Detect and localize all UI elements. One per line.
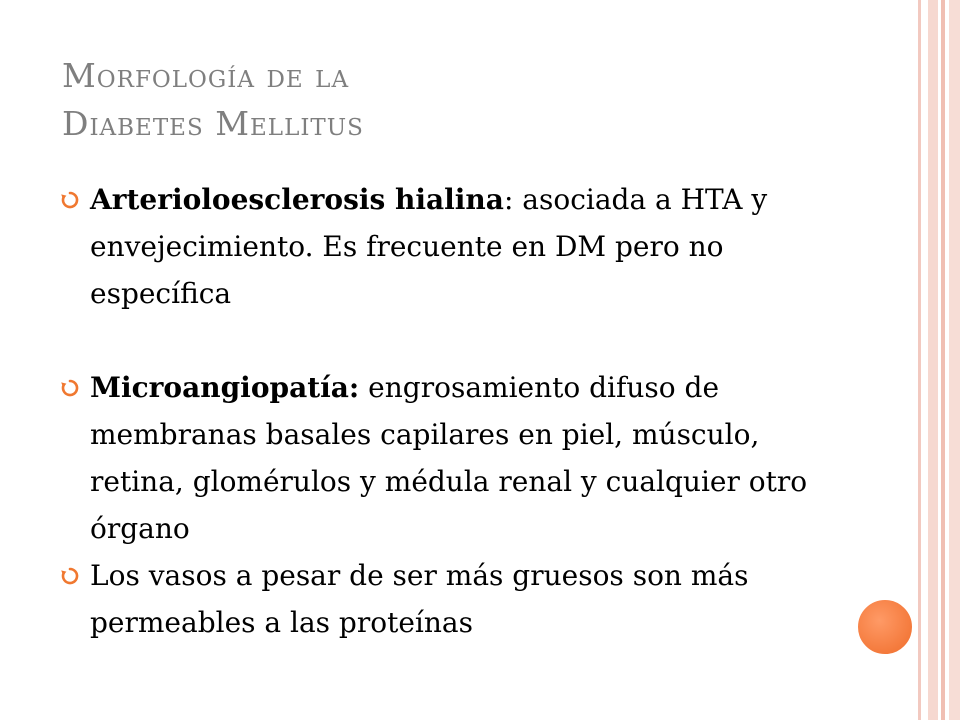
slide-title [62,52,822,148]
bullet-bold: Microangiopatía: [90,371,360,404]
decorative-stripe [949,0,960,720]
bullet-bold: Arterioloesclerosis hialina [90,183,504,216]
circular-arrow-bullet-icon [60,566,80,586]
circular-arrow-bullet-icon [60,378,80,398]
bullet-text [90,176,820,317]
orange-circle-decoration [855,597,915,657]
decorative-stripe [928,0,938,720]
decorative-stripe [918,0,921,720]
title-line-1: Morfología de la [62,56,350,95]
slide-body [60,176,820,646]
decorative-stripe [941,0,945,720]
bullet-rest: Los vasos a pesar de ser más gruesos son más permeables a las proteínas [90,559,749,639]
circular-arrow-bullet-icon [60,190,80,210]
bullet-text [90,552,820,646]
bullet-item [60,552,820,646]
bullet-item [60,176,820,317]
spacer [60,317,820,364]
bullet-rest: : asociada a HTA y envejecimiento. Es frecuente en DM pero no específica [90,183,768,310]
bullet-rest: engrosamiento difuso de membranas basales capilares en piel, músculo, retina, glomérulos y médula renal y cualquier otro órgano [90,371,808,545]
bullet-text [90,364,820,552]
bullet-item [60,364,820,552]
title-line-2: Diabetes Mellitus [62,104,364,143]
